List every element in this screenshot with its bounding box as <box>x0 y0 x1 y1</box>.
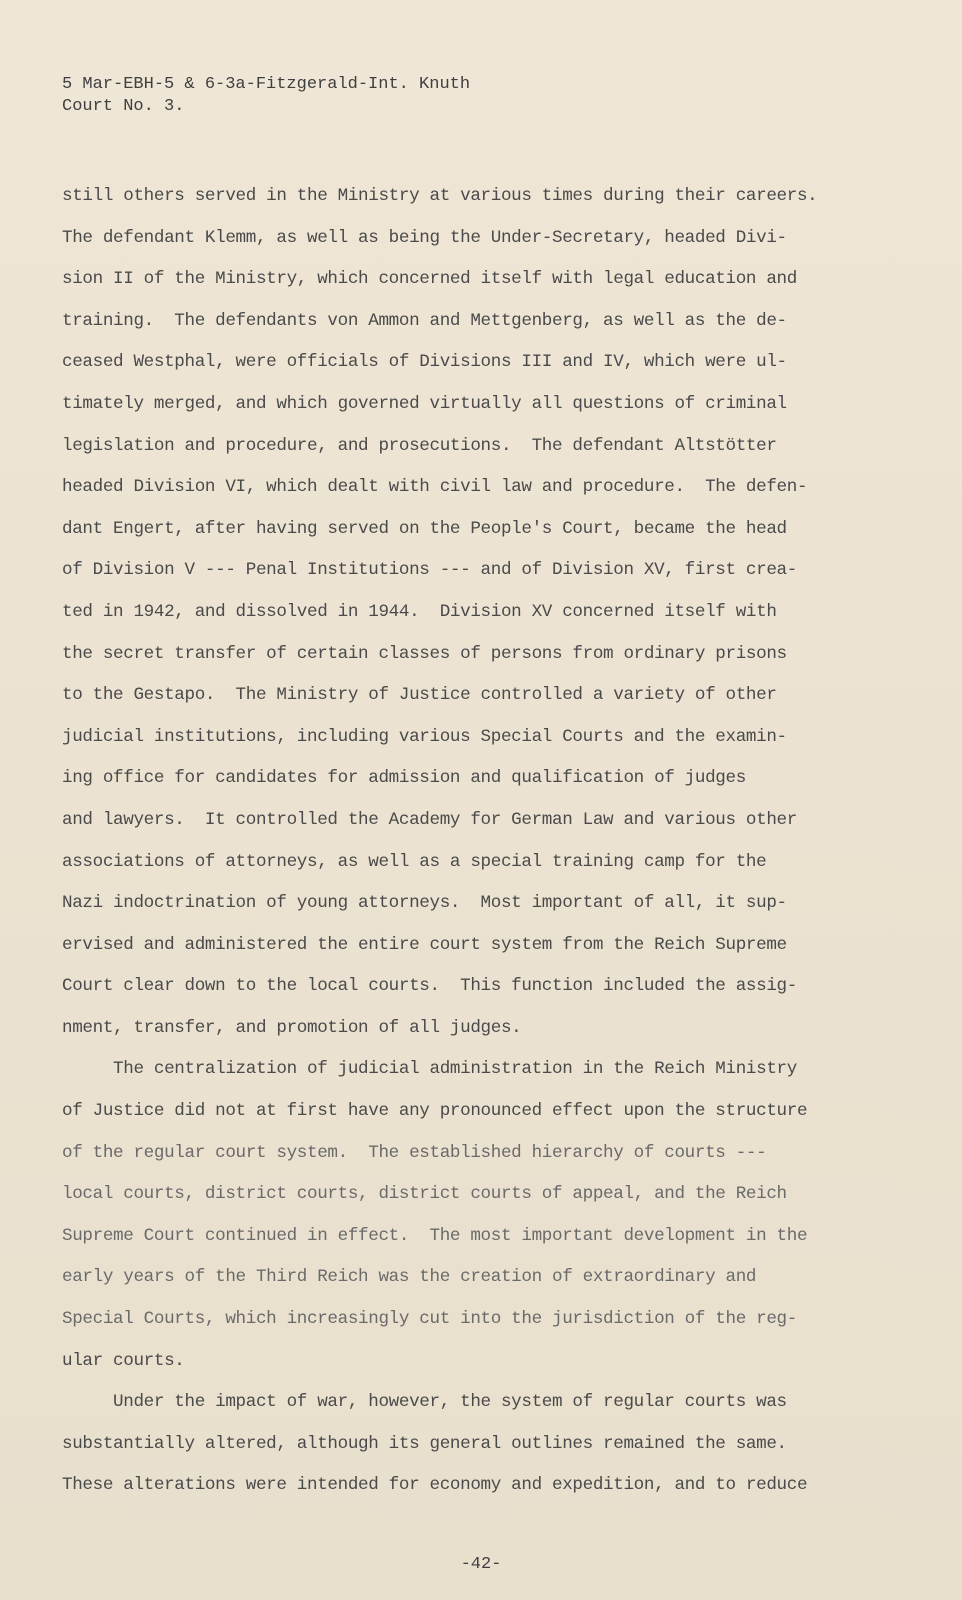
header-court-line: Court No. 3. <box>62 97 185 116</box>
body-line: ervised and administered the entire court system from the Reich Supreme <box>62 934 787 955</box>
body-line: ted in 1942, and dissolved in 1944. Division XV concerned itself with <box>62 601 777 622</box>
body-line: Supreme Court continued in effect. The most important development in the <box>62 1225 808 1246</box>
body-line: Court clear down to the local courts. This function included the assig- <box>62 976 797 997</box>
body-line: legislation and procedure, and prosecutions. The defendant Altstötter <box>62 435 777 456</box>
document-body <box>62 176 922 1507</box>
body-line: nment, transfer, and promotion of all judges. <box>62 1017 522 1038</box>
body-line: ceased Westphal, were officials of Divisions III and IV, which were ul- <box>62 352 787 373</box>
body-line: early years of the Third Reich was the creation of extraordinary and <box>62 1267 757 1288</box>
body-line: local courts, district courts, district courts of appeal, and the Reich <box>62 1184 787 1205</box>
body-line: the secret transfer of certain classes of persons from ordinary prisons <box>62 643 787 664</box>
body-line: ing office for candidates for admission and qualification of judges <box>62 768 746 789</box>
body-line: to the Gestapo. The Ministry of Justice controlled a variety of other <box>62 685 777 706</box>
body-line: of Justice did not at first have any pronounced effect upon the structure <box>62 1101 808 1122</box>
body-line: Under the impact of war, however, the system of regular courts was <box>62 1392 787 1413</box>
body-line: dant Engert, after having served on the People's Court, became the head <box>62 518 787 539</box>
header-reference-line: 5 Mar-EBH-5 & 6-3a-Fitzgerald-Int. Knuth <box>62 75 471 94</box>
body-line: training. The defendants von Ammon and Mettgenberg, as well as the de- <box>62 310 787 331</box>
body-line: headed Division VI, which dealt with civil law and procedure. The defen- <box>62 477 808 498</box>
body-line: Nazi indoctrination of young attorneys. Most important of all, it sup- <box>62 893 787 914</box>
body-line: of the regular court system. The established hierarchy of courts --- <box>62 1142 767 1163</box>
body-line: substantially altered, although its general outlines remained the same. <box>62 1433 787 1454</box>
body-line: sion II of the Ministry, which concerned itself with legal education and <box>62 269 797 290</box>
body-line: The defendant Klemm, as well as being the Under-Secretary, headed Divi- <box>62 227 787 248</box>
body-line: The centralization of judicial administration in the Reich Ministry <box>62 1059 797 1080</box>
body-line: still others served in the Ministry at various times during their careers. <box>62 186 818 206</box>
document-header <box>62 74 470 118</box>
body-line: associations of attorneys, as well as a special training camp for the <box>62 851 767 872</box>
body-line: of Division V --- Penal Institutions --- and of Division XV, first crea- <box>62 560 797 581</box>
body-line: Special Courts, which increasingly cut into the jurisdiction of the reg- <box>62 1309 797 1330</box>
body-line: timately merged, and which governed virtually all questions of criminal <box>62 393 787 414</box>
body-line: ular courts. <box>62 1350 185 1371</box>
page-number: -42- <box>460 1555 502 1574</box>
body-line: These alterations were intended for economy and expedition, and to reduce <box>62 1475 808 1496</box>
body-line: judicial institutions, including various Special Courts and the examin- <box>62 726 787 747</box>
body-line: and lawyers. It controlled the Academy for German Law and various other <box>62 809 797 830</box>
